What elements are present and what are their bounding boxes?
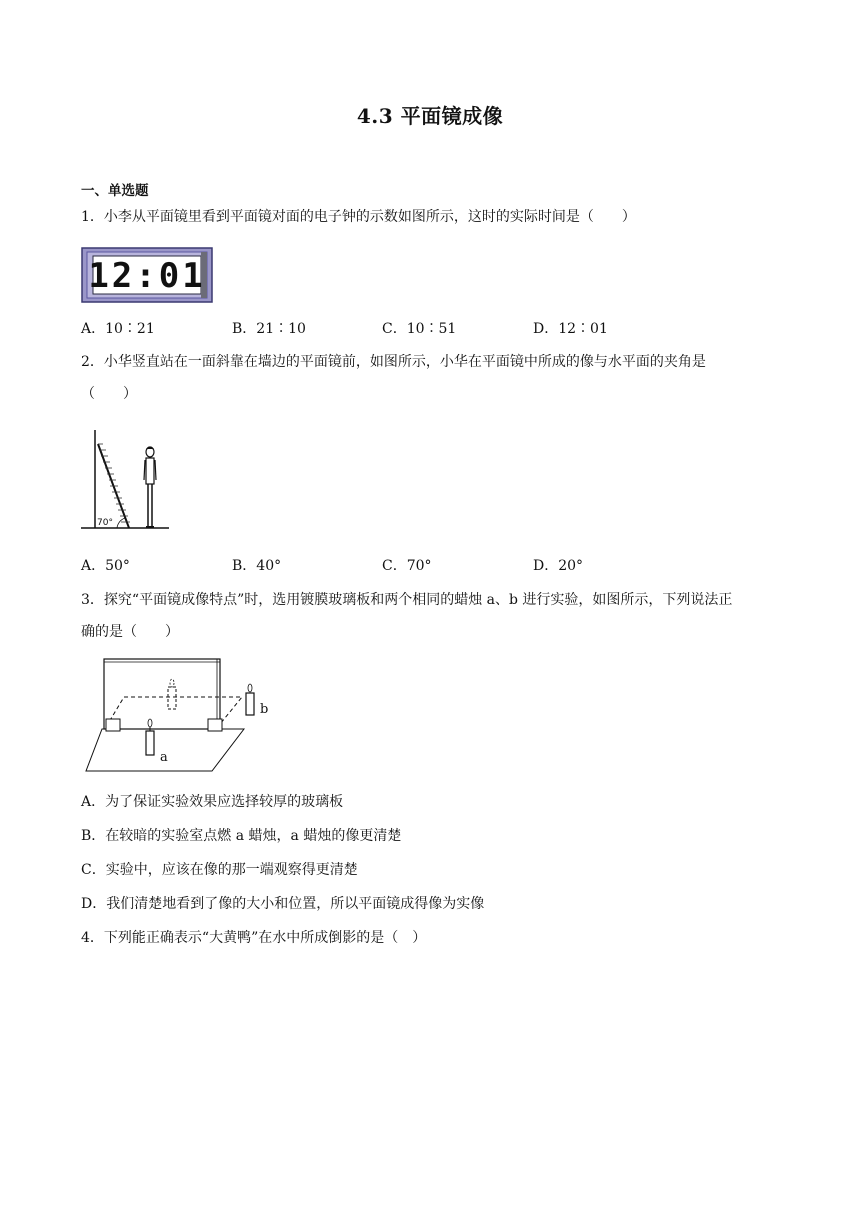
question-3-stem-line1: 3．探究“平面镜成像特点”时，选用镀膜玻璃板和两个相同的蜡烛 a、b 进行实验，如图所示，下列说法正 — [81, 592, 733, 608]
question-3-stem-line2: 确的是（ ） — [81, 624, 179, 640]
question-1-stem: 1．小李从平面镜里看到平面镜对面的电子钟的示数如图所示，这时的实际时间是（ ） — [81, 209, 636, 225]
candle-a-label: a — [160, 750, 168, 765]
q2-option-b: B．40° — [232, 558, 282, 574]
q3-option-d: D．我们清楚地看到了像的大小和位置，所以平面镜成得像为实像 — [81, 896, 485, 912]
q1-option-c: C．10∶51 — [382, 321, 457, 337]
page-title: 4.3 平面镜成像 — [356, 104, 504, 128]
q1-option-a: A．10∶21 — [81, 321, 155, 337]
question-2-stem-line1: 2．小华竖直站在一面斜靠在墙边的平面镜前，如图所示，小华在平面镜中所成的像与水平面的夹角是 — [81, 354, 706, 370]
angle-label: 70° — [97, 518, 113, 528]
q2-option-d: D．20° — [533, 558, 584, 574]
q1-option-b: B．21∶10 — [232, 321, 306, 337]
clock-digits: 12:01 — [88, 256, 206, 296]
q3-option-a: A．为了保证实验效果应选择较厚的玻璃板 — [81, 794, 344, 810]
person-icon — [144, 447, 156, 528]
digital-clock-figure — [81, 247, 213, 303]
q3-option-b: B．在较暗的实验室点燃 a 蜡烛，a 蜡烛的像更清楚 — [81, 828, 402, 844]
candle-experiment-figure — [84, 657, 274, 775]
candle-b-label: b — [260, 702, 269, 717]
q3-option-c: C．实验中，应该在像的那一端观察得更清楚 — [81, 862, 358, 878]
question-2-stem-line2: （ ） — [81, 386, 137, 402]
section-heading: 一、单选题 — [81, 183, 149, 199]
q2-option-c: C．70° — [382, 558, 432, 574]
q2-option-a: A．50° — [81, 558, 130, 574]
mirror-person-figure — [81, 428, 171, 532]
question-4-stem: 4．下列能正确表示“大黄鸭”在水中所成倒影的是（ ） — [81, 930, 427, 946]
q1-option-d: D．12∶01 — [533, 321, 608, 337]
